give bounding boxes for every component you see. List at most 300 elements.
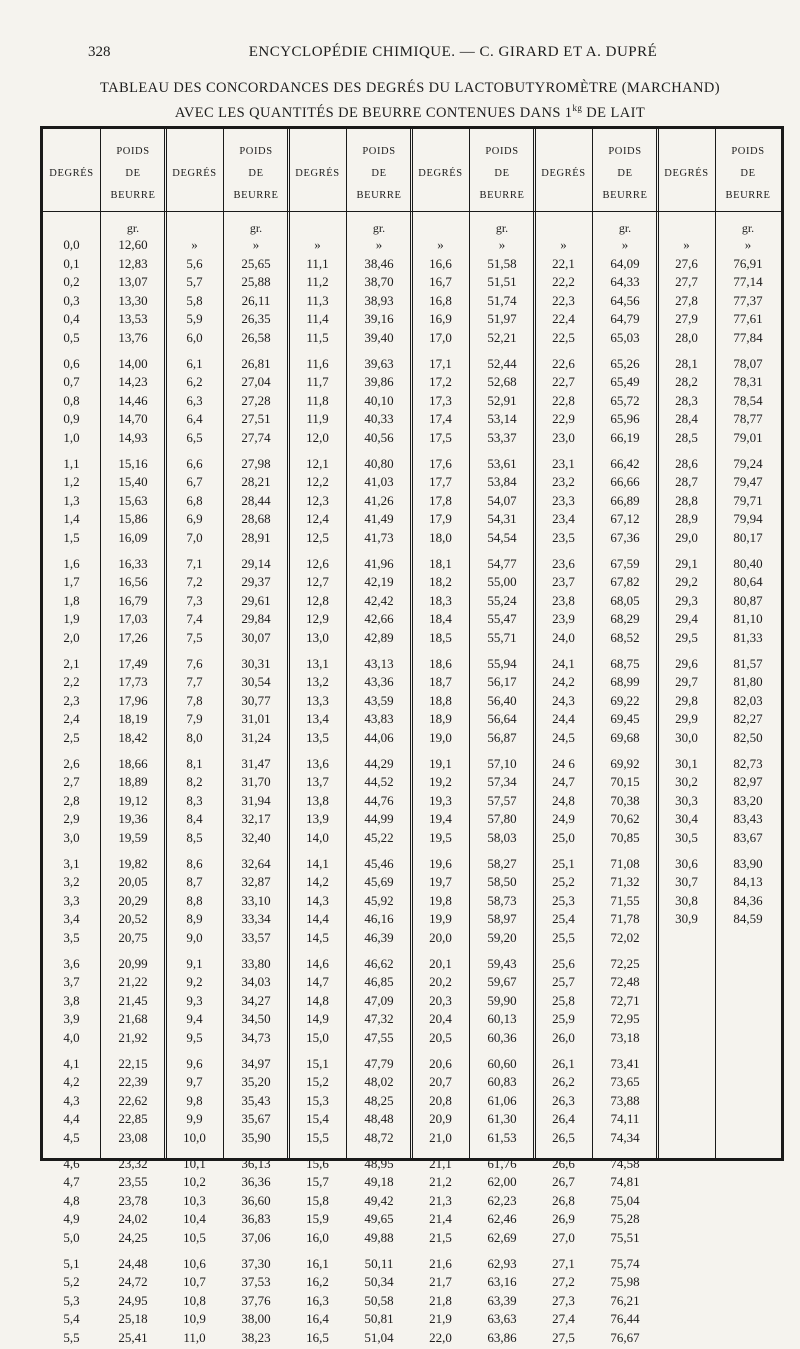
degree-cell: 29,3 — [675, 592, 698, 608]
degree-cell: 23,7 — [552, 574, 575, 590]
butter-weight-cell: 64,79 — [610, 311, 640, 327]
degree-cell: 25,4 — [552, 911, 575, 927]
butter-weight-cell: 15,63 — [118, 492, 148, 508]
degree-cell: 16,3 — [306, 1292, 329, 1308]
degree-cell: 24,2 — [552, 674, 575, 690]
degree-cell: 11,0 — [183, 1330, 206, 1345]
butter-weight-cell: 22,85 — [118, 1111, 148, 1127]
degree-cell: 4,8 — [63, 1192, 80, 1208]
butter-weight-cell: 45,69 — [364, 874, 394, 890]
butter-weight-cell: 72,95 — [610, 1011, 640, 1027]
butter-weight-cell: 32,40 — [241, 830, 271, 845]
degree-cell: 29,6 — [675, 655, 698, 671]
degree-cell: 12,0 — [306, 430, 329, 445]
butter-weight-cell: 57,34 — [487, 774, 517, 790]
butter-weight-cell: 61,53 — [487, 1130, 517, 1145]
butter-weight-cell: 65,72 — [610, 392, 640, 408]
degree-cell: 5,2 — [63, 1274, 80, 1290]
degree-cell: 25,3 — [552, 892, 575, 908]
degree-cell: 12,6 — [306, 555, 329, 571]
column-rule — [715, 129, 716, 1158]
degree-cell: 2,1 — [63, 655, 80, 671]
degree-cell: 11,2 — [306, 274, 329, 290]
column-rule — [100, 129, 101, 1158]
degree-cell: 18,3 — [429, 592, 452, 608]
butter-weight-cell: 32,17 — [241, 811, 271, 827]
degree-cell: 17,6 — [429, 455, 452, 471]
butter-weight-cell: 18,42 — [118, 730, 148, 745]
degree-cell: 28,3 — [675, 392, 698, 408]
butter-weight-cell: 57,80 — [487, 811, 517, 827]
butter-weight-cell: 14,70 — [118, 411, 148, 427]
butter-weight-cell: 37,53 — [241, 1274, 271, 1290]
degree-cell: 20,9 — [429, 1111, 452, 1127]
butter-weight-cell: 25,18 — [118, 1311, 148, 1327]
butter-weight-cell: 49,88 — [364, 1230, 394, 1245]
degree-cell: 1,5 — [63, 530, 80, 545]
unit-label: gr. — [126, 221, 140, 235]
degree-cell: 0,1 — [63, 255, 80, 271]
butter-weight-cell: 82,50 — [733, 730, 763, 745]
butter-weight-cell: 15,16 — [118, 455, 148, 471]
degree-cell: 24,1 — [552, 655, 575, 671]
degree-cell: 30,6 — [675, 855, 698, 871]
degree-cell: 9,2 — [186, 974, 203, 990]
butter-weight-cell: 69,92 — [610, 755, 640, 771]
butter-weight-cell: 62,93 — [487, 1255, 517, 1271]
butter-weight-cell: 79,47 — [733, 474, 763, 490]
butter-weight-cell: 46,16 — [364, 911, 394, 927]
butter-weight-cell: 17,26 — [118, 630, 148, 645]
butter-weight-cell: 70,38 — [610, 792, 640, 808]
column-separator — [656, 129, 659, 1158]
butter-weight-cell: 82,27 — [733, 711, 763, 727]
unit-label: gr. — [249, 221, 263, 235]
butter-weight-cell: 51,74 — [487, 292, 517, 308]
degree-cell: 3,7 — [63, 974, 80, 990]
degree-cell: 30,8 — [675, 892, 698, 908]
unit-label: gr. — [495, 221, 509, 235]
degree-cell: 6,5 — [186, 430, 203, 445]
butter-weight-cell: 28,91 — [241, 530, 271, 545]
butter-weight-cell: 26,58 — [241, 330, 271, 345]
butter-weight-cell: 31,24 — [241, 730, 271, 745]
degree-cell: 14,4 — [306, 911, 329, 927]
butter-weight-cell: 50,58 — [364, 1292, 394, 1308]
butter-weight-cell: 60,60 — [487, 1055, 517, 1071]
butter-weight-cell: 69,22 — [610, 692, 640, 708]
degree-cell: 13,7 — [306, 774, 329, 790]
degree-cell: 9,4 — [186, 1011, 203, 1027]
butter-weight-cell: 23,32 — [118, 1155, 148, 1171]
butter-weight-cell: 40,10 — [364, 392, 394, 408]
header-poids-de-beurre: POIDS DE BEURRE — [356, 146, 402, 201]
degree-cell: 25,1 — [552, 855, 575, 871]
butter-weight-cell: 79,94 — [733, 511, 763, 527]
degree-cell: 5,9 — [186, 311, 203, 327]
degree-cell: 12,3 — [306, 492, 329, 508]
butter-weight-cell: 43,13 — [364, 655, 394, 671]
butter-weight-cell: 50,11 — [364, 1255, 394, 1271]
degree-cell: 6,9 — [186, 511, 203, 527]
degree-cell: 21,1 — [429, 1155, 452, 1171]
degree-cell: 22,0 — [429, 1330, 452, 1345]
butter-weight-cell: 38,46 — [364, 255, 394, 271]
table-row — [43, 1193, 781, 1212]
degree-cell: 28,7 — [675, 474, 698, 490]
butter-weight-cell: 75,04 — [610, 1192, 640, 1208]
butter-weight-cell: 34,50 — [241, 1011, 271, 1027]
butter-weight-cell: 77,37 — [733, 292, 763, 308]
degree-cell: 1,8 — [63, 592, 80, 608]
degree-cell: 20,0 — [429, 930, 452, 945]
table-row — [43, 1330, 781, 1349]
degree-cell: 30,2 — [675, 774, 698, 790]
butter-weight-cell: 43,83 — [364, 711, 394, 727]
butter-weight-cell: 78,07 — [733, 355, 763, 371]
butter-weight-cell: 33,57 — [241, 930, 271, 945]
degree-cell: 15,9 — [306, 1211, 329, 1227]
degree-cell: 26,0 — [552, 1030, 575, 1045]
degree-cell: 29,1 — [675, 555, 698, 571]
butter-weight-cell: 16,56 — [118, 574, 148, 590]
butter-weight-cell: 24,25 — [118, 1230, 148, 1245]
degree-cell: 1,7 — [63, 574, 80, 590]
degree-cell: 25,8 — [552, 992, 575, 1008]
butter-weight-cell: 42,89 — [364, 630, 394, 645]
butter-weight-cell: 17,03 — [118, 611, 148, 627]
butter-weight-cell: 39,40 — [364, 330, 394, 345]
degree-cell: 18,2 — [429, 574, 452, 590]
butter-weight-cell: 48,02 — [364, 1074, 394, 1090]
degree-cell: 4,0 — [63, 1030, 80, 1045]
degree-cell: 1,3 — [63, 492, 80, 508]
butter-weight-cell: 43,59 — [364, 692, 394, 708]
degree-cell: 10,2 — [183, 1174, 206, 1190]
concordance-table — [40, 126, 784, 1345]
butter-weight-cell: 59,90 — [487, 992, 517, 1008]
degree-cell: 26,9 — [552, 1211, 575, 1227]
degree-cell: 2,9 — [63, 811, 80, 827]
degree-cell: 0,8 — [63, 392, 80, 408]
butter-weight-cell: 42,19 — [364, 574, 394, 590]
butter-weight-cell: 74,34 — [610, 1130, 640, 1145]
butter-weight-cell: 25,88 — [241, 274, 271, 290]
degree-cell: 4,3 — [63, 1092, 80, 1108]
butter-weight-cell: 82,97 — [733, 774, 763, 790]
degree-cell: 23,6 — [552, 555, 575, 571]
butter-weight-cell: 56,17 — [487, 674, 517, 690]
degree-cell: 20,7 — [429, 1074, 452, 1090]
degree-cell: 17,4 — [429, 411, 452, 427]
butter-weight-cell: 23,78 — [118, 1192, 148, 1208]
degree-cell: 19,7 — [429, 874, 452, 890]
butter-weight-cell: 44,29 — [364, 755, 394, 771]
butter-weight-cell: 66,66 — [610, 474, 640, 490]
butter-weight-cell: 70,85 — [610, 830, 640, 845]
degree-cell: 7,1 — [186, 555, 203, 571]
degree-cell: 7,7 — [186, 674, 203, 690]
butter-weight-cell: 71,08 — [610, 855, 640, 871]
degree-cell: 18,9 — [429, 711, 452, 727]
degree-cell: 28,9 — [675, 511, 698, 527]
degree-cell: 27,6 — [675, 255, 698, 271]
butter-weight-cell: 75,98 — [610, 1274, 640, 1290]
degree-cell: 8,0 — [186, 730, 203, 745]
butter-weight-cell: 49,42 — [364, 1192, 394, 1208]
butter-weight-cell: 71,55 — [610, 892, 640, 908]
degree-cell: 21,2 — [429, 1174, 452, 1190]
butter-weight-cell: 22,39 — [118, 1074, 148, 1090]
butter-weight-cell: 35,20 — [241, 1074, 271, 1090]
butter-weight-cell: 24,72 — [118, 1274, 148, 1290]
degree-cell: 0,2 — [63, 274, 80, 290]
degree-cell: 20,5 — [429, 1030, 452, 1045]
butter-weight-cell: 80,40 — [733, 555, 763, 571]
butter-weight-cell: 38,93 — [364, 292, 394, 308]
degree-cell: 12,8 — [306, 592, 329, 608]
butter-weight-cell: 81,33 — [733, 630, 763, 645]
butter-weight-cell: 14,46 — [118, 392, 148, 408]
degree-cell: 8,5 — [186, 830, 203, 845]
butter-weight-cell: 18,66 — [118, 755, 148, 771]
degree-cell: 10,3 — [183, 1192, 206, 1208]
degree-cell: 16,7 — [429, 274, 452, 290]
degree-cell: 2,8 — [63, 792, 80, 808]
butter-weight-cell: 46,62 — [364, 955, 394, 971]
butter-weight-cell: 53,14 — [487, 411, 517, 427]
butter-weight-cell: 27,28 — [241, 392, 271, 408]
butter-weight-cell: 23,55 — [118, 1174, 148, 1190]
degree-cell: 7,9 — [186, 711, 203, 727]
butter-weight-cell: 28,44 — [241, 492, 271, 508]
butter-weight-cell: 59,20 — [487, 930, 517, 945]
degree-cell: 8,6 — [186, 855, 203, 871]
degree-cell: 27,1 — [552, 1255, 575, 1271]
degree-cell: 22,5 — [552, 330, 575, 345]
degree-cell: 1,6 — [63, 555, 80, 571]
butter-weight-cell: 21,22 — [118, 974, 148, 990]
butter-weight-cell: 29,84 — [241, 611, 271, 627]
butter-weight-cell: 31,47 — [241, 755, 271, 771]
butter-weight-cell: 55,71 — [487, 630, 517, 645]
butter-weight-cell: 18,89 — [118, 774, 148, 790]
degree-cell: 27,2 — [552, 1274, 575, 1290]
butter-weight-cell: 30,07 — [241, 630, 271, 645]
butter-weight-cell: 84,59 — [733, 911, 763, 927]
butter-weight-cell: 82,73 — [733, 755, 763, 771]
degree-cell: 13,8 — [306, 792, 329, 808]
degree-cell: 28,1 — [675, 355, 698, 371]
degree-cell: 1,4 — [63, 511, 80, 527]
degree-cell: 16,6 — [429, 255, 452, 271]
degree-cell: 24,8 — [552, 792, 575, 808]
butter-weight-cell: 12,83 — [118, 255, 148, 271]
degree-cell: 25,5 — [552, 930, 575, 945]
butter-weight-cell: 41,73 — [364, 530, 394, 545]
butter-weight-cell: 70,62 — [610, 811, 640, 827]
table-row — [43, 1256, 781, 1275]
degree-cell: 2,3 — [63, 692, 80, 708]
butter-weight-cell: 44,06 — [364, 730, 394, 745]
degree-cell: 22,2 — [552, 274, 575, 290]
butter-weight-cell: 51,58 — [487, 255, 517, 271]
header-degres: DEGRÉS — [49, 168, 94, 179]
butter-weight-cell: 84,13 — [733, 874, 763, 890]
butter-weight-cell: 24,02 — [118, 1211, 148, 1227]
butter-weight-cell: 25,41 — [118, 1330, 148, 1345]
butter-weight-cell: 53,84 — [487, 474, 517, 490]
butter-weight-cell: 19,82 — [118, 855, 148, 871]
butter-weight-cell: 19,12 — [118, 792, 148, 808]
degree-cell: 16,4 — [306, 1311, 329, 1327]
degree-cell: 27,3 — [552, 1292, 575, 1308]
butter-weight-cell: 75,51 — [610, 1230, 640, 1245]
degree-cell: 5,7 — [186, 274, 203, 290]
degree-cell: 25,0 — [552, 830, 575, 845]
degree-cell: 20,8 — [429, 1092, 452, 1108]
degree-cell: » — [560, 237, 567, 252]
degree-cell: 2,0 — [63, 630, 80, 645]
degree-cell: 27,0 — [552, 1230, 575, 1245]
degree-cell: 0,9 — [63, 411, 80, 427]
degree-cell: 23,9 — [552, 611, 575, 627]
butter-weight-cell: 32,64 — [241, 855, 271, 871]
butter-weight-cell: 14,93 — [118, 430, 148, 445]
butter-weight-cell: 13,07 — [118, 274, 148, 290]
degree-cell: 3,9 — [63, 1011, 80, 1027]
butter-weight-cell: 51,51 — [487, 274, 517, 290]
degree-cell: 10,5 — [183, 1230, 206, 1245]
butter-weight-cell: 68,29 — [610, 611, 640, 627]
butter-weight-cell: 51,04 — [364, 1330, 394, 1345]
butter-weight-cell: 52,21 — [487, 330, 517, 345]
butter-weight-cell: 65,26 — [610, 355, 640, 371]
degree-cell: 22,8 — [552, 392, 575, 408]
degree-cell: 13,2 — [306, 674, 329, 690]
degree-cell: 16,0 — [306, 1230, 329, 1245]
butter-weight-cell: 65,03 — [610, 330, 640, 345]
butter-weight-cell: 36,60 — [241, 1192, 271, 1208]
butter-weight-cell: 79,01 — [733, 430, 763, 445]
degree-cell: 24 6 — [552, 755, 575, 771]
butter-weight-cell: 59,43 — [487, 955, 517, 971]
butter-weight-cell: 35,43 — [241, 1092, 271, 1108]
degree-cell: 11,8 — [306, 392, 329, 408]
degree-cell: 6,6 — [186, 455, 203, 471]
butter-weight-cell: 80,64 — [733, 574, 763, 590]
butter-weight-cell: 47,32 — [364, 1011, 394, 1027]
degree-cell: 6,4 — [186, 411, 203, 427]
degree-cell: 22,6 — [552, 355, 575, 371]
butter-weight-cell: 47,09 — [364, 992, 394, 1008]
degree-cell: 15,7 — [306, 1174, 329, 1190]
degree-cell: 14,1 — [306, 855, 329, 871]
butter-weight-cell: » — [621, 237, 629, 252]
degree-cell: 14,8 — [306, 992, 329, 1008]
butter-weight-cell: 30,77 — [241, 692, 271, 708]
degree-cell: 9,5 — [186, 1030, 203, 1045]
butter-weight-cell: 33,34 — [241, 911, 271, 927]
degree-cell: 26,3 — [552, 1092, 575, 1108]
degree-cell: 15,4 — [306, 1111, 329, 1127]
butter-weight-cell: 50,81 — [364, 1311, 394, 1327]
degree-cell: 4,5 — [63, 1130, 80, 1145]
degree-cell: 19,8 — [429, 892, 452, 908]
degree-cell: 9,8 — [186, 1092, 203, 1108]
degree-cell: 4,2 — [63, 1074, 80, 1090]
butter-weight-cell: 31,94 — [241, 792, 271, 808]
butter-weight-cell: 58,03 — [487, 830, 517, 845]
degree-cell: 28,4 — [675, 411, 698, 427]
butter-weight-cell: 76,21 — [610, 1292, 640, 1308]
column-rule — [592, 129, 593, 1158]
butter-weight-cell: 69,45 — [610, 711, 640, 727]
butter-weight-cell: 60,83 — [487, 1074, 517, 1090]
butter-weight-cell: 36,13 — [241, 1155, 271, 1171]
degree-cell: 19,3 — [429, 792, 452, 808]
column-separator — [533, 129, 536, 1158]
degree-cell: 21,3 — [429, 1192, 452, 1208]
butter-weight-cell: 66,42 — [610, 455, 640, 471]
butter-weight-cell: 80,17 — [733, 530, 763, 545]
butter-weight-cell: 49,65 — [364, 1211, 394, 1227]
degree-cell: 17,1 — [429, 355, 452, 371]
column-separator — [164, 129, 167, 1158]
degree-cell: 18,6 — [429, 655, 452, 671]
butter-weight-cell: 60,36 — [487, 1030, 517, 1045]
degree-cell: 23,8 — [552, 592, 575, 608]
butter-weight-cell: 20,99 — [118, 955, 148, 971]
degree-cell: 0,3 — [63, 292, 80, 308]
degree-cell: 12,7 — [306, 574, 329, 590]
degree-cell: 3,2 — [63, 874, 80, 890]
butter-weight-cell: 76,67 — [610, 1330, 640, 1345]
degree-cell: 30,3 — [675, 792, 698, 808]
degree-cell: 5,0 — [63, 1230, 80, 1245]
degree-cell: 4,7 — [63, 1174, 80, 1190]
column-rule — [223, 129, 224, 1158]
butter-weight-cell: 14,23 — [118, 374, 148, 390]
butter-weight-cell: 81,57 — [733, 655, 763, 671]
degree-cell: 19,9 — [429, 911, 452, 927]
butter-weight-cell: 41,03 — [364, 474, 394, 490]
butter-weight-cell: 16,79 — [118, 592, 148, 608]
butter-weight-cell: 17,73 — [118, 674, 148, 690]
title-line-1: TABLEAU DES CONCORDANCES DES DEGRÉS DU LACTOBUTYROMÈTRE (MARCHAND) — [100, 80, 720, 96]
butter-weight-cell: 27,98 — [241, 455, 271, 471]
butter-weight-cell: 72,71 — [610, 992, 640, 1008]
degree-cell: 27,7 — [675, 274, 698, 290]
degree-cell: 24,3 — [552, 692, 575, 708]
degree-cell: 2,7 — [63, 774, 80, 790]
degree-cell: 5,8 — [186, 292, 203, 308]
butter-weight-cell: 50,34 — [364, 1274, 394, 1290]
degree-cell: 19,1 — [429, 755, 452, 771]
degree-cell: 13,4 — [306, 711, 329, 727]
butter-weight-cell: 63,39 — [487, 1292, 517, 1308]
butter-weight-cell: 44,76 — [364, 792, 394, 808]
butter-weight-cell: 74,11 — [610, 1111, 640, 1127]
degree-cell: 19,0 — [429, 730, 452, 745]
butter-weight-cell: 66,89 — [610, 492, 640, 508]
butter-weight-cell: 53,37 — [487, 430, 517, 445]
degree-cell: 28,6 — [675, 455, 698, 471]
degree-cell: 10,7 — [183, 1274, 206, 1290]
degree-cell: 6,7 — [186, 474, 203, 490]
butter-weight-cell: 29,14 — [241, 555, 271, 571]
butter-weight-cell: 39,86 — [364, 374, 394, 390]
